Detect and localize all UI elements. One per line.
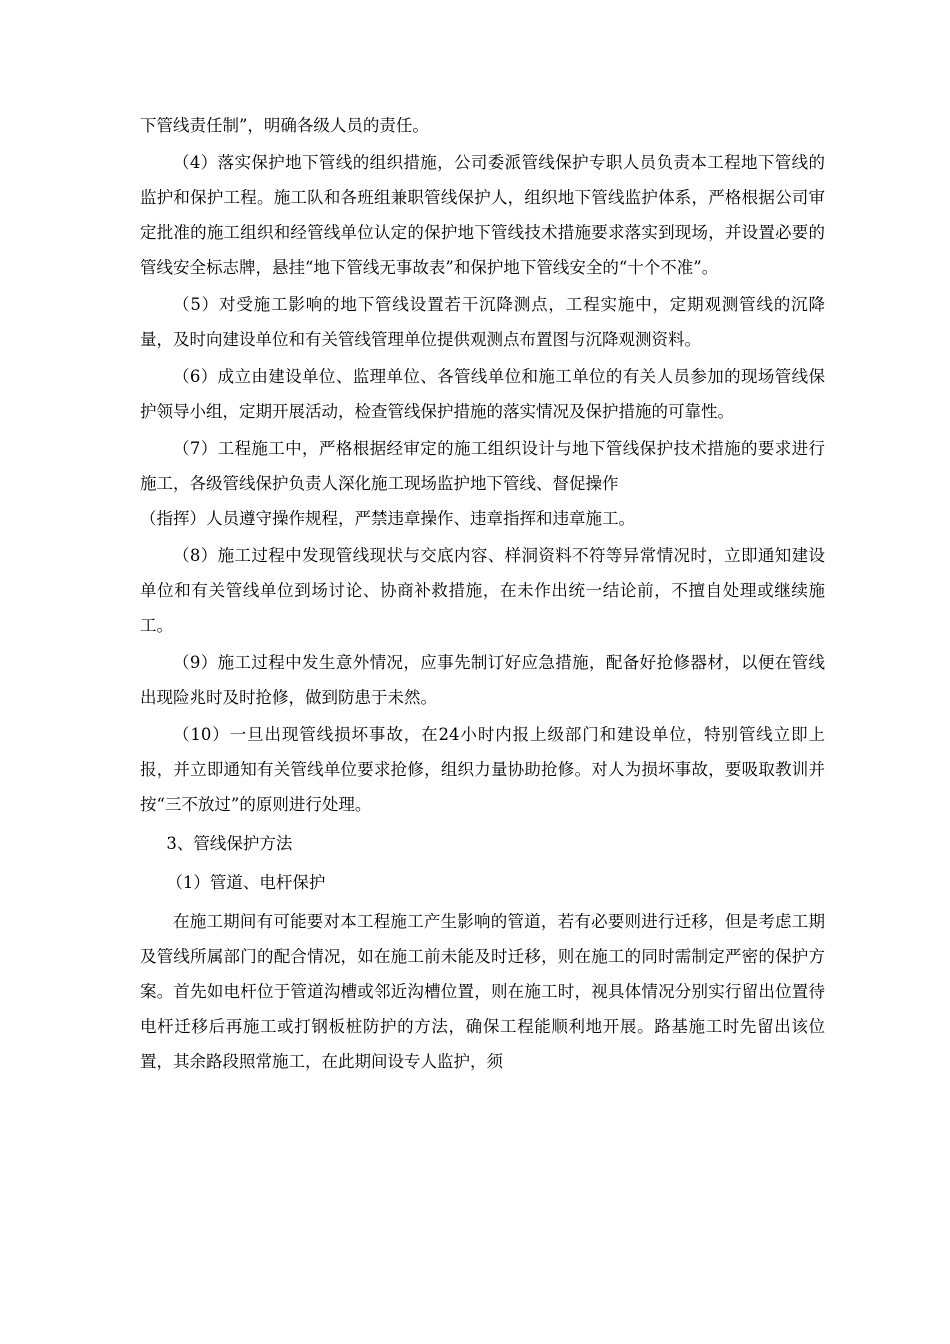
paragraph-item-10: （10）一旦出现管线损坏事故，在24小时内报上级部门和建设单位，特别管线立即上报，并立即通知有关管线单位要求抢修，组织力量协助抢修。对人为损坏事故，要吸取教训并按“三不放过”的原则进行处理。 <box>140 725 825 814</box>
paragraph-item-7-continued: （指挥）人员遵守操作规程，严禁违章操作、违章指挥和违章施工。 <box>140 509 635 528</box>
paragraph-body: 在施工期间有可能要对本工程施工产生影响的管道，若有必要则进行迁移，但是考虑工期及管线所属部门的配合情况，如在施工前未能及时迁移，则在施工的同时需制定严密的保护方案。首先如电杆位于管道沟槽或邻近沟槽位置，则在施工时，视具体情况分别实行留出位置待电杆迁移后再施工或打钢板桩防护的方法，确保工程能顺利地开展。路基施工时先留出该位置，其余路段照常施工，在此期间设专人监护，须 <box>140 912 825 1071</box>
paragraph-item-9: （9）施工过程中发生意外情况，应事先制订好应急措施，配备好抢修器材，以便在管线出现险兆时及时抢修，做到防患于未然。 <box>140 653 825 707</box>
subsection-heading: （1）管道、电杆保护 <box>166 873 326 892</box>
section-heading: 3、管线保护方法 <box>166 834 293 853</box>
paragraph-item-4: （4）落实保护地下管线的组织措施，公司委派管线保护专职人员负责本工程地下管线的监护和保护工程。施工队和各班组兼职管线保护人，组织地下管线监护体系，严格根据公司审定批准的施工组织和经管线单位认定的保护地下管线技术措施要求落实到现场，并设置必要的管线安全标志牌，悬挂“地下管线无事故表”和保护地下管线安全的“十个不准”。 <box>140 153 825 277</box>
paragraph-item-7: （7）工程施工中，严格根据经审定的施工组织设计与地下管线保护技术措施的要求进行施工，各级管线保护负责人深化施工现场监护地下管线、督促操作 <box>140 439 825 493</box>
paragraph-item-6: （6）成立由建设单位、监理单位、各管线单位和施工单位的有关人员参加的现场管线保护领导小组，定期开展活动，检查管线保护措施的落实情况及保护措施的可靠性。 <box>140 367 825 421</box>
document-body <box>140 108 825 1079</box>
paragraph-item-8: （8）施工过程中发现管线现状与交底内容、样洞资料不符等异常情况时，立即通知建设单位和有关管线单位到场讨论、协商补救措施，在未作出统一结论前，不擅自处理或继续施工。 <box>140 546 825 635</box>
paragraph-continuation: 下管线责任制”，明确各级人员的责任。 <box>140 116 429 135</box>
paragraph-item-5: （5）对受施工影响的地下管线设置若干沉降测点，工程实施中，定期观测管线的沉降量，及时向建设单位和有关管线管理单位提供观测点布置图与沉降观测资料。 <box>140 295 825 349</box>
